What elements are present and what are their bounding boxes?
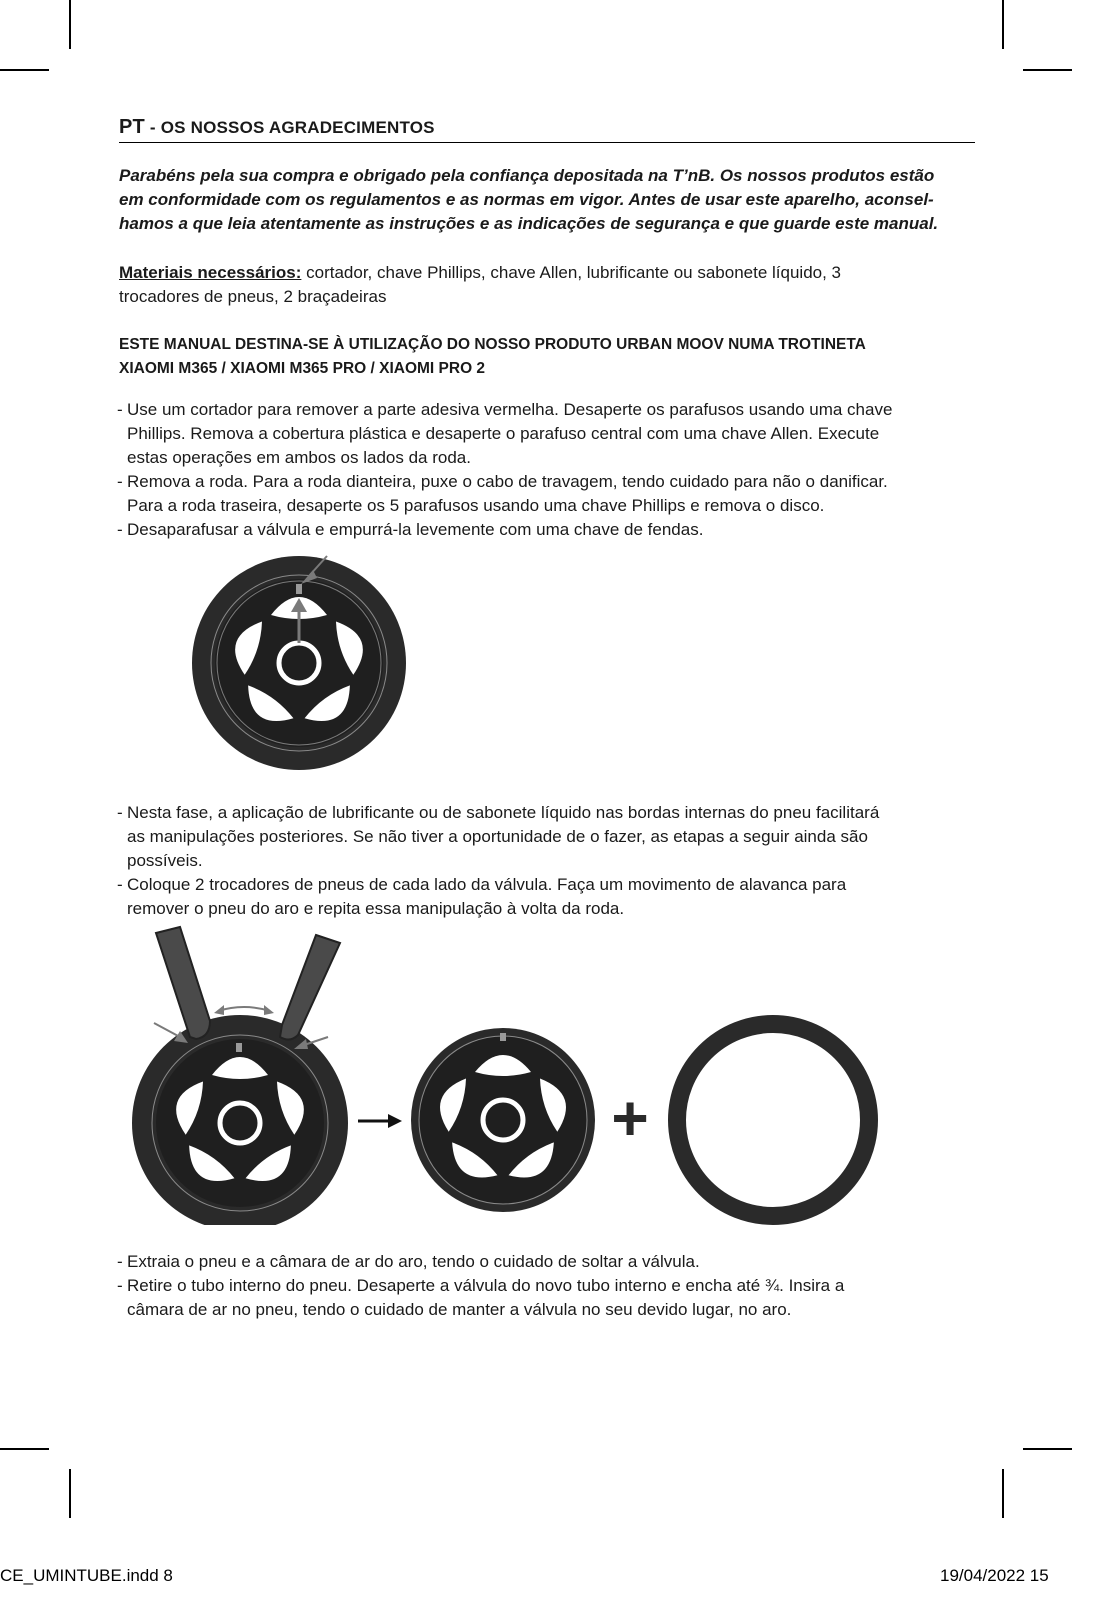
crop-mark [69,1469,71,1518]
valve [236,1043,242,1052]
step-line: Retire o tubo interno do pneu. Desaperte a válvula do novo tubo interno e encha até ¾. Insira a [127,1276,845,1295]
hub [279,643,319,683]
steps-list [117,398,977,542]
lever-motion-arrow [218,1007,270,1011]
process-arrow [358,1114,402,1128]
tire-lever-left [156,927,210,1039]
tire-removal-illustration [120,925,900,1225]
crop-mark [1023,69,1072,71]
intro-line: hamos a que leia atentamente as instruções e as indicações de segurança e que guarde este manual. [119,214,939,233]
step-item [117,518,977,542]
step-line: as manipulações posteriores. Se não tiver a oportunidade de o fazer, as etapas a seguir ainda são [127,827,868,846]
bullet: - [117,520,123,539]
intro-line: Parabéns pela sua compra e obrigado pela confiança depositada na T’nB. Os nossos produtos estão [119,166,935,185]
step-line: Coloque 2 trocadores de pneus de cada lado da válvula. Faça um movimento de alavanca para [127,875,847,894]
bullet: - [117,400,123,419]
rim [156,1039,324,1207]
bullet: - [117,1252,123,1271]
step-line: Use um cortador para remover a parte adesiva vermelha. Desaperte os parafusos usando uma chave [127,400,893,419]
materials-text-continued: trocadores de pneus, 2 braçadeiras [119,287,387,306]
section-heading [119,116,975,143]
crop-mark [0,1448,49,1450]
step-line: Phillips. Remova a cobertura plástica e desaperte o parafuso central com uma chave Allen. Execute [127,424,880,443]
step-line: câmara de ar no pneu, tendo o cuidado de manter a válvula no seu devido lugar, no aro. [127,1300,792,1319]
bullet: - [117,803,123,822]
step-line: estas operações em ambos os lados da roda. [127,448,471,467]
step-item [117,873,977,921]
materials-label: Materiais necessários: [119,263,302,282]
crop-mark [69,0,71,49]
bullet: - [117,1276,123,1295]
rim-only [411,1028,595,1212]
step-item [117,470,977,518]
step-line: Para a roda traseira, desaperte os 5 parafusos usando uma chave Phillips e remova o disco. [127,496,825,515]
crop-mark [1002,1469,1004,1518]
footer-filename: CE_UMINTUBE.indd 8 [0,1566,173,1585]
step-line: Extraia o pneu e a câmara de ar do aro, tendo o cuidado de soltar a válvula. [127,1252,700,1271]
crop-mark [1023,1448,1072,1450]
materials-text: cortador, chave Phillips, chave Allen, lubrificante ou sabonete líquido, 3 [301,263,842,282]
step-line: Desaparafusar a válvula e empurrá-la levemente com uma chave de fendas. [127,520,704,539]
step-item [117,1250,977,1274]
bullet: - [117,875,123,894]
step-line: possíveis. [127,851,203,870]
tire-lever-right [280,935,340,1040]
heading-separator: - [149,118,156,137]
step-item [117,1274,977,1322]
intro-paragraph [119,164,979,236]
tire-only [677,1024,869,1216]
step-line: remover o pneu do aro e repita essa manipulação à volta da roda. [127,899,625,918]
notice-line: XIAOMI M365 / XIAOMI M365 PRO / XIAOMI PRO 2 [119,360,486,377]
bullet: - [117,472,123,491]
step-item [117,801,977,873]
step-line: Remova a roda. Para a roda dianteira, puxe o cabo de travagem, tendo cuidado para não o danificar. [127,472,888,491]
plus-sign: + [611,1082,649,1154]
steps-list [117,801,977,921]
product-notice [119,333,979,381]
footer-date: 19/04/2022 15 [940,1566,1049,1585]
crop-mark [0,69,49,71]
notice-line: ESTE MANUAL DESTINA-SE À UTILIZAÇÃO DO NOSSO PRODUTO URBAN MOOV NUMA TROTINETA [119,336,866,353]
valve [296,584,302,594]
valve-wheel-illustration [185,548,415,778]
intro-line: em conformidade com os regulamentos e as normas em vigor. Antes de usar este aparelho, aconsel- [119,190,934,209]
heading-title: OS NOSSOS AGRADECIMENTOS [160,118,435,137]
steps-list [117,1250,977,1322]
materials-paragraph [119,261,979,309]
step-line: Nesta fase, a aplicação de lubrificante ou de sabonete líquido nas bordas internas do pneu facilitará [127,803,880,822]
language-code: PT [119,116,145,138]
crop-mark [1002,0,1004,49]
step-item [117,398,977,470]
